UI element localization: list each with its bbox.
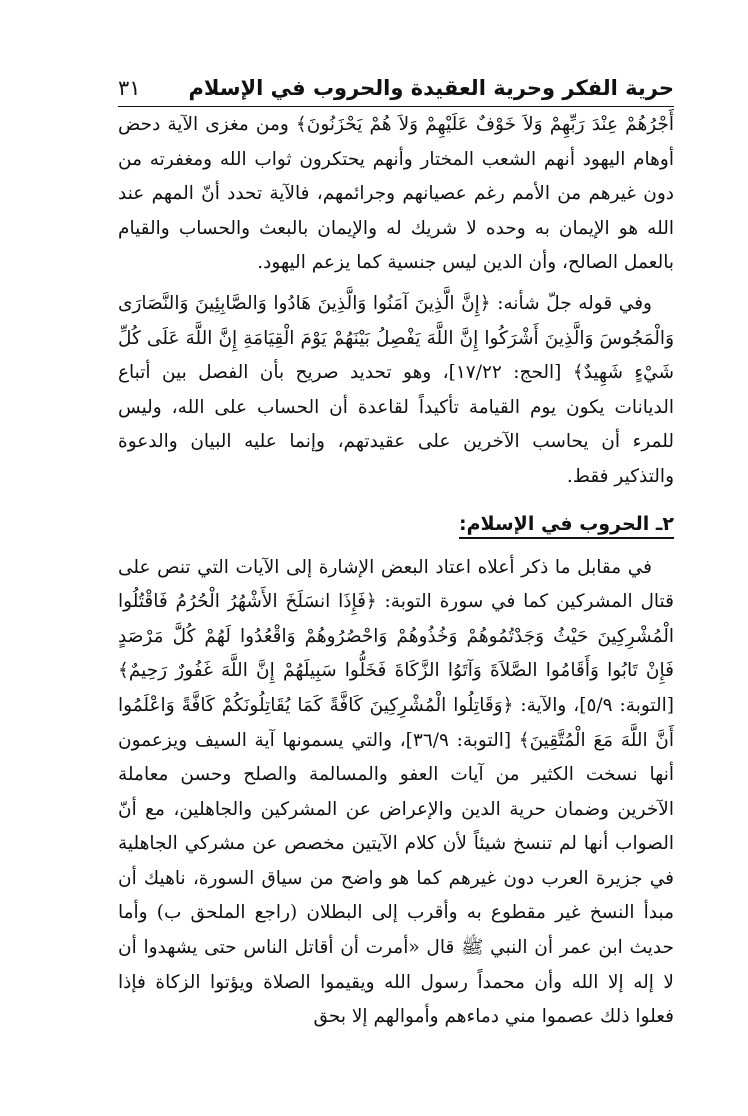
header-rule bbox=[118, 106, 674, 107]
section-heading bbox=[118, 507, 674, 541]
paragraph-2: وفي قوله جلّ شأنه: ﴿إِنَّ الَّذِينَ آمَنُوا وَالَّذِينَ هَادُوا وَالصَّابِئِينَ وَالنَّصَارَى وَالْمَجُوسَ وَالَّذِينَ أَشْرَكُوا إِنَّ اللَّهَ يَفْصِلُ بَيْنَهُمْ يَوْمَ الْقِيَامَةِ إِنَّ اللَّهَ عَلَى كُلِّ شَيْءٍ شَهِيدٌ﴾ [الحج: ١٧/٢٢]، وهو تحديد صريح بأن الفصل بين أتباع الديانات يكون يوم القيامة تأكيداً لقاعدة أن الحساب على الله، وليس للمرء أن يحاسب الآخرين على عقيدتهم، وإنما عليه البيان والدعوة والتذكير فقط. bbox=[118, 292, 674, 487]
running-title: حرية الفكر وحرية العقيدة والحروب في الإسلام bbox=[188, 76, 674, 100]
body-text bbox=[118, 108, 674, 1035]
section-title: ٢ـ الحروب في الإسلام: bbox=[459, 513, 674, 539]
paragraph-3: في مقابل ما ذكر أعلاه اعتاد البعض الإشارة إلى الآيات التي تنص على قتال المشركين كما في سورة التوبة: ﴿فَإِذَا انسَلَخَ الأَشْهُرُ الْحُرُمُ فَاقْتُلُوا الْمُشْرِكِينَ حَيْثُ وَجَدْتُمُوهُمْ وَخُذُوهُمْ وَاحْصُرُوهُمْ وَاقْعُدُوا لَهُمْ كُلَّ مَرْصَدٍ فَإِنْ تَابُوا وَأَقَامُوا الصَّلاَةَ وَآتَوُا الزَّكَاةَ فَخَلُّوا سَبِيلَهُمْ إِنَّ اللَّهَ غَفُورٌ رَحِيمٌ﴾ [التوبة: ٥/٩]، والآية: ﴿وَقَاتِلُوا الْمُشْرِكِينَ كَافَّةً كَمَا يُقَاتِلُونَكُمْ كَافَّةً وَاعْلَمُوا أَنَّ اللَّهَ مَعَ الْمُتَّقِينَ﴾ [التوبة: ٣٦/٩]، والتي يسمونها آية السيف ويزعمون أنها نسخت الكثير من آيات العفو والمسالمة والصلح وحسن معاملة الآخرين وضمان حرية الدين والإعراض عن المشركين والجاهلين، مع أنّ الصواب أنها لم تنسخ شيئاً لأن كلام الآيتين مخصص عن مشركي الجاهلية في جزيرة العرب دون غيرهم كما هو واضح من سياق السورة، ناهيك أن مبدأ النسخ غير مقطوع به وأقرب إلى البطلان (راجع الملحق ب) وأما حديث ابن عمر أن النبي ﷺ قال «أمرت أن أقاتل الناس حتى يشهدوا أن لا إله إلا الله وأن محمداً رسول الله ويقيموا الصلاة ويؤتوا الزكاة فإذا فعلوا ذلك عصموا مني دماءهم وأموالهم إلا بحق bbox=[118, 556, 674, 1028]
page-number: ٣١ bbox=[118, 76, 141, 100]
paragraph-1: أَجْرُهُمْ عِنْدَ رَبِّهِمْ وَلاَ خَوْفٌ عَلَيْهِمْ وَلاَ هُمْ يَحْزَنُونَ﴾ ومن مغزى الآية دحض أوهام اليهود أنهم الشعب المختار وأنهم يحتكرون ثواب الله ومغفرته من دون غيرهم من الأمم رغم عصيانهم وجرائمهم، فالآية تحدد أنّ المهم عند الله هو الإيمان به وحده لا شريك له والإيمان بالبعث والحساب والقيام بالعمل الصالح، وأن الدين ليس جنسية كما يزعم اليهود. bbox=[118, 114, 674, 274]
page-header bbox=[118, 58, 674, 104]
